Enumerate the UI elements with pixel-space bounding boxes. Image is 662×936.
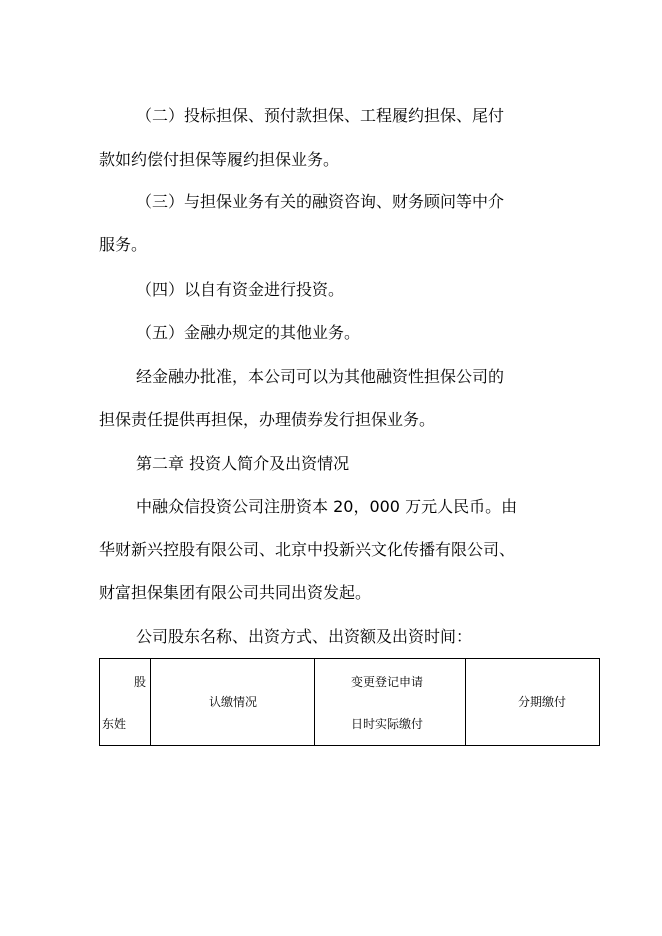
paragraph-line-1: （二）投标担保、预付款担保、工程履约担保、尾付 — [136, 106, 505, 125]
table-row — [100, 659, 600, 746]
header-cell-registration — [315, 659, 466, 746]
header-cell-shareholder — [100, 659, 151, 746]
header-registration-line2: 日时实际缴付 — [351, 717, 424, 731]
paragraph-line-4: 服务。 — [99, 235, 148, 254]
paragraph-line-3: （三）与担保业务有关的融资咨询、财务顾问等中介 — [136, 192, 505, 211]
header-subscription: 认缴情况 — [209, 695, 258, 709]
paragraph-line-7: 经金融办批准，本公司可以为其他融资性担保公司的 — [136, 367, 505, 386]
paragraph-line-12: 财富担保集团有限公司共同出资发起。 — [99, 583, 372, 602]
paragraph-line-11: 华财新兴控股有限公司、北京中投新兴文化传播有限公司、 — [99, 540, 516, 559]
header-registration-line1: 变更登记申请 — [351, 675, 424, 689]
paragraph-line-8: 担保责任提供再担保，办理债券发行担保业务。 — [99, 410, 436, 429]
paragraph-line-5: （四）以自有资金进行投资。 — [136, 280, 345, 299]
paragraph-line-10: 中融众信投资公司注册资本 20，000 万元人民币。由 — [136, 497, 518, 516]
shareholder-table — [99, 658, 600, 746]
paragraph-line-6: （五）金融办规定的其他业务。 — [136, 323, 361, 342]
header-cell-installment — [466, 659, 600, 746]
header-shareholder-line2: 东姓 — [102, 717, 127, 731]
header-installment: 分期缴付 — [518, 695, 567, 709]
header-cell-subscription — [151, 659, 315, 746]
paragraph-line-13: 公司股东名称、出资方式、出资额及出资时间： — [136, 627, 473, 646]
paragraph-line-2: 款如约偿付担保等履约担保业务。 — [99, 150, 340, 169]
chapter-heading: 第二章 投资人简介及出资情况 — [136, 454, 350, 473]
header-shareholder-line1: 股 — [133, 675, 146, 689]
